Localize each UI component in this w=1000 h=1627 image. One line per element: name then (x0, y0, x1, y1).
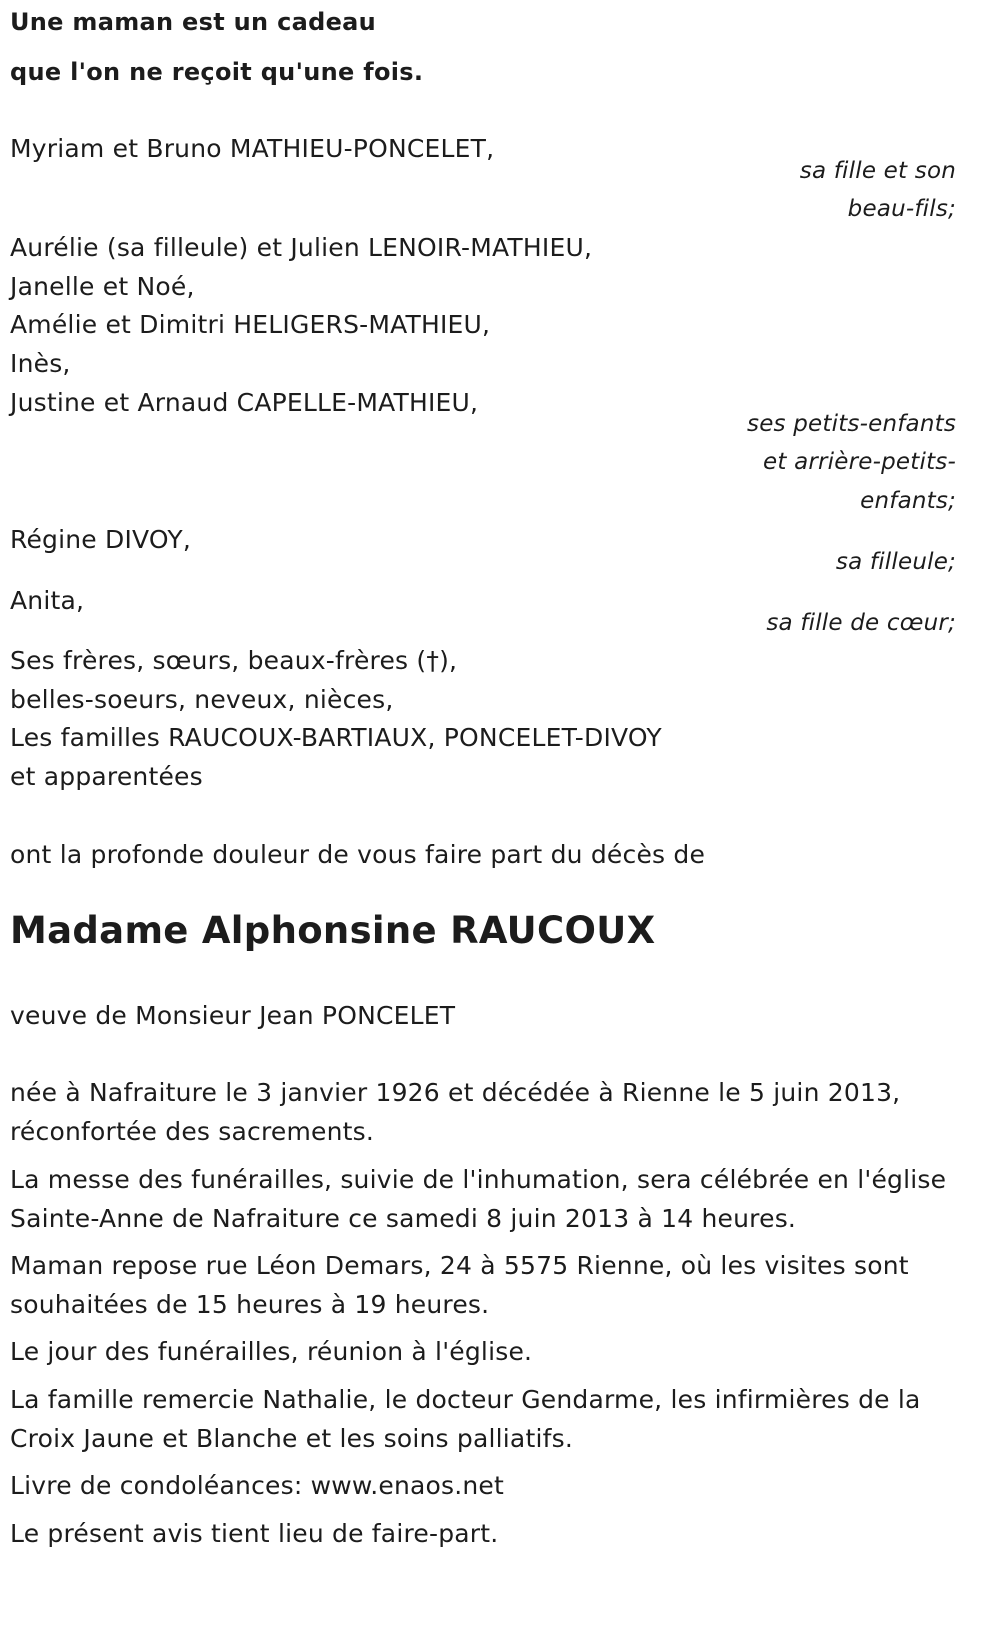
grandchildren-line: Aurélie (sa filleule) et Julien LENOIR-MATHIEU, (10, 233, 593, 262)
rest-line-2: souhaitées de 15 heures à 19 heures. (10, 1290, 490, 1319)
relatives-line: Ses frères, sœurs, beaux-frères (†), (10, 646, 458, 675)
family-daughter-relation-2: beau-fils; (847, 196, 956, 222)
meeting-text: Le jour des funérailles, réunion à l'église. (10, 1337, 533, 1366)
funeral-line-1: La messe des funérailles, suivie de l'inhumation, sera célébrée en l'église (10, 1165, 947, 1194)
thanks-line-1: La famille remercie Nathalie, le docteur Gendarme, les infirmières de la (10, 1385, 921, 1414)
grandchildren-line: Inès, (10, 349, 71, 378)
notice-text: Le présent avis tient lieu de faire-part. (10, 1519, 499, 1548)
announcement-text: ont la profonde douleur de vous faire part du décès de (10, 840, 706, 869)
widow-of-text: veuve de Monsieur Jean PONCELET (10, 1001, 456, 1030)
relatives-line: et apparentées (10, 762, 203, 791)
heart-daughter-name: Anita, (10, 586, 85, 615)
grandchildren-relation: et arrière-petits- (763, 449, 956, 475)
deceased-name: Madame Alphonsine RAUCOUX (10, 909, 656, 952)
grandchildren-relation: ses petits-enfants (747, 411, 956, 437)
relatives-line: belles-soeurs, neveux, nièces, (10, 685, 394, 714)
birth-death-line-2: réconfortée des sacrements. (10, 1117, 375, 1146)
grandchildren-line: Amélie et Dimitri HELIGERS-MATHIEU, (10, 310, 491, 339)
goddaughter-name: Régine DIVOY, (10, 525, 192, 554)
grandchildren-relation: enfants; (860, 488, 956, 514)
family-daughter-names: Myriam et Bruno MATHIEU-PONCELET, (10, 134, 495, 163)
relatives-line: Les familles RAUCOUX-BARTIAUX, PONCELET-DIVOY (10, 723, 662, 752)
funeral-line-2: Sainte-Anne de Nafraiture ce samedi 8 juin 2013 à 14 heures. (10, 1204, 797, 1233)
thanks-line-2: Croix Jaune et Blanche et les soins palliatifs. (10, 1424, 573, 1453)
goddaughter-relation: sa filleule; (835, 549, 956, 575)
grandchildren-line: Justine et Arnaud CAPELLE-MATHIEU, (10, 388, 479, 417)
quote-line-2: que l'on ne reçoit qu'une fois. (10, 58, 424, 86)
birth-death-line-1: née à Nafraiture le 3 janvier 1926 et décédée à Rienne le 5 juin 2013, (10, 1078, 901, 1107)
family-daughter-relation-1: sa fille et son (799, 158, 956, 184)
grandchildren-line: Janelle et Noé, (10, 272, 195, 301)
condolences-text: Livre de condoléances: www.enaos.net (10, 1471, 505, 1500)
rest-line-1: Maman repose rue Léon Demars, 24 à 5575 Rienne, où les visites sont (10, 1251, 909, 1280)
quote-line-1: Une maman est un cadeau (10, 8, 377, 36)
heart-daughter-relation: sa fille de cœur; (766, 610, 956, 636)
